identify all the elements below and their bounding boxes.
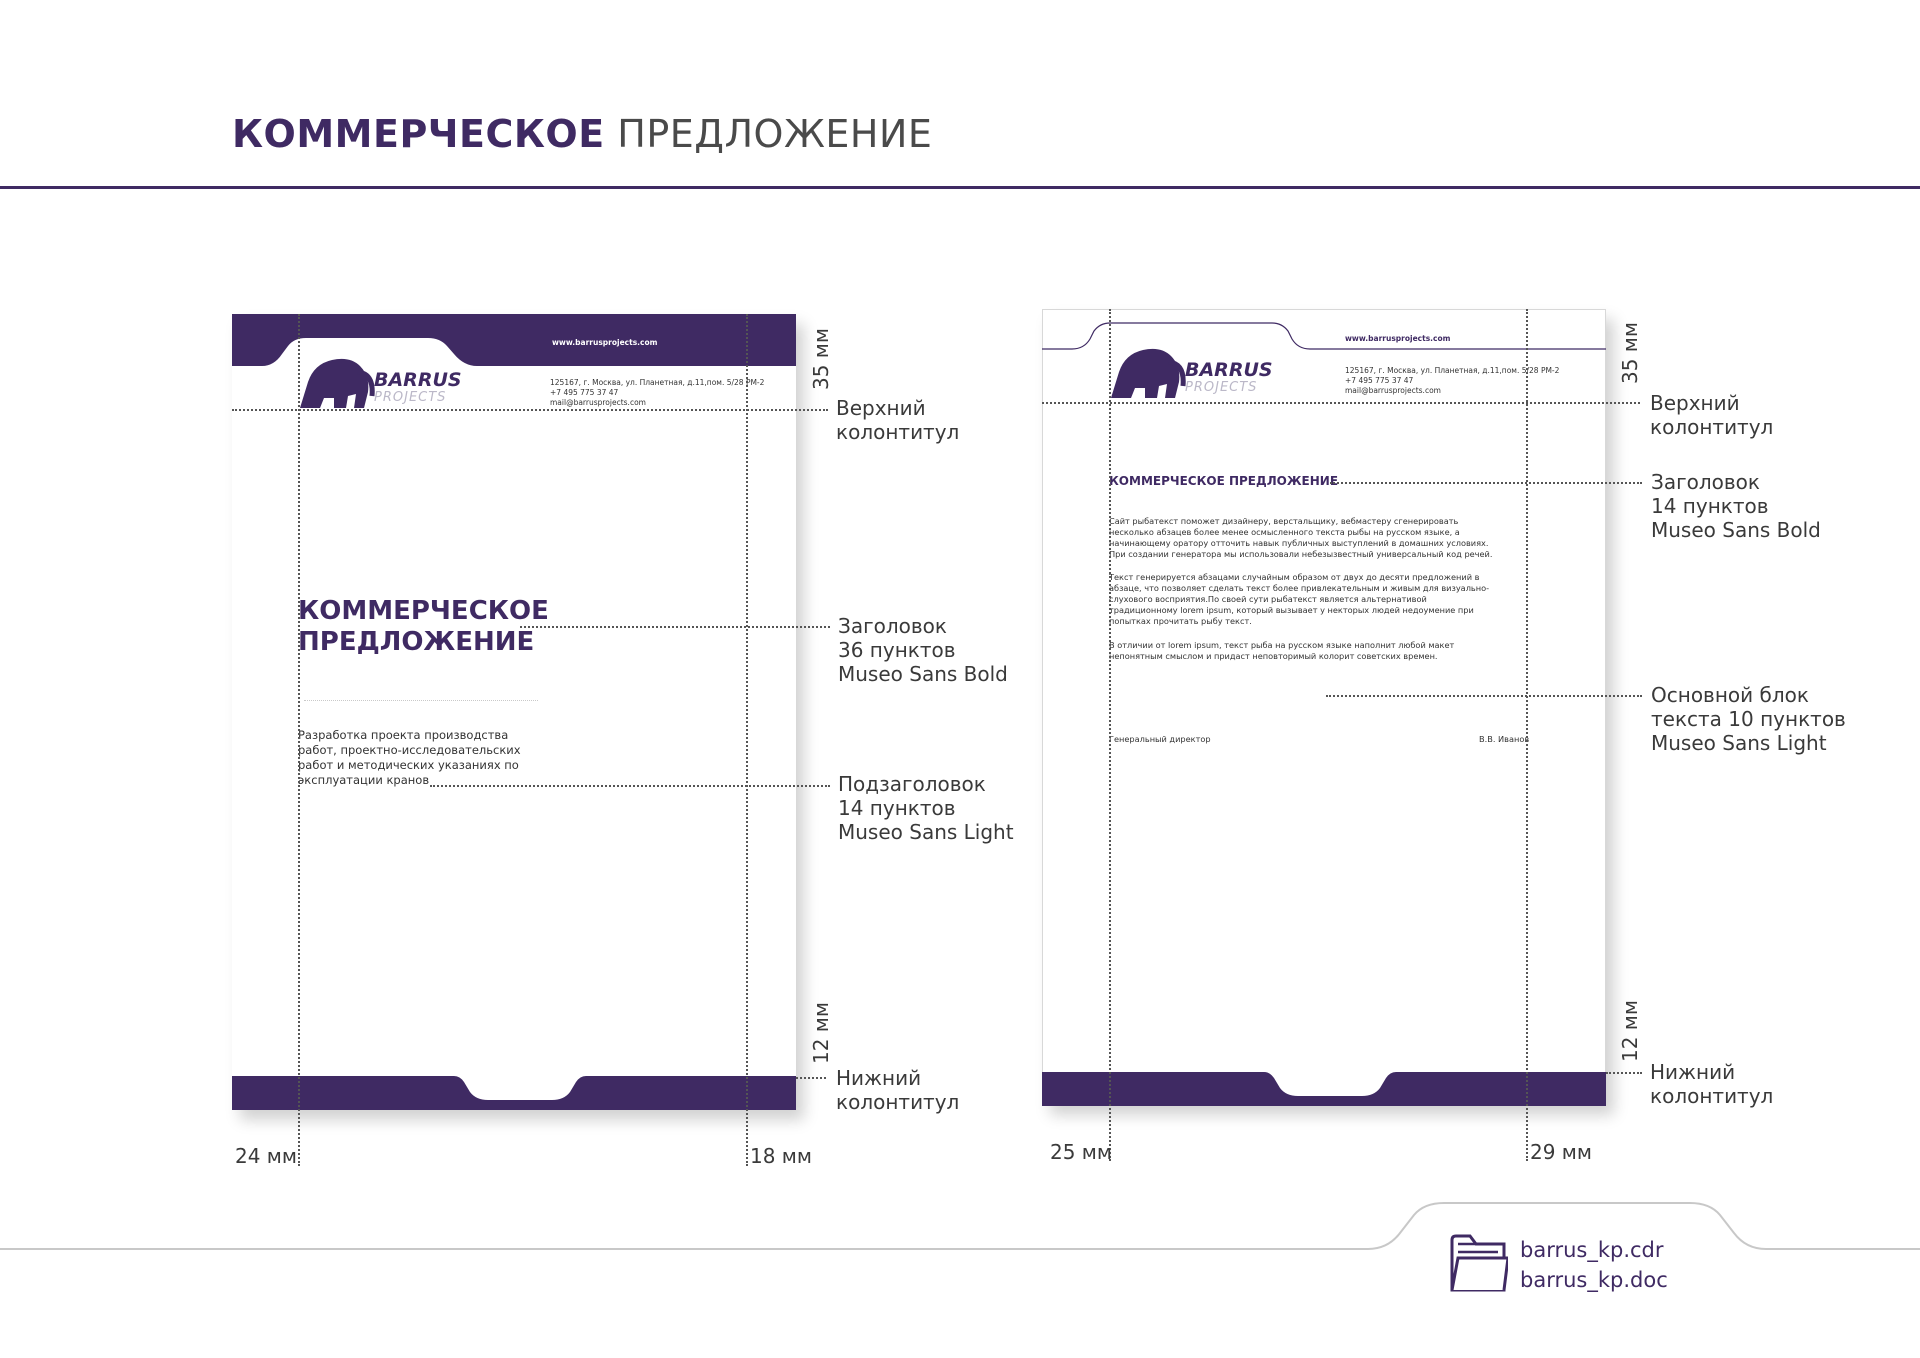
body-line: несколько абзацев более менее осмысленного текста рыбы на русском языке, а <box>1109 527 1460 537</box>
anno-left-title <box>838 614 1008 686</box>
body-line: Сайт рыбатекст поможет дизайнеру, верстальщику, вебмастеру сгенерировать <box>1109 516 1459 526</box>
title-separator <box>304 700 538 701</box>
anno-line: Нижний <box>1650 1060 1736 1084</box>
page-title-bold: КОММЕРЧЕСКОЕ <box>232 112 605 156</box>
header-guide <box>232 409 828 411</box>
anno-line: Заголовок <box>1651 470 1760 494</box>
anno-line: Museo Sans Bold <box>838 662 1008 686</box>
dim-right-left: 25 мм <box>1050 1140 1112 1164</box>
subtitle-line: работ и методических указаниях по <box>298 758 519 772</box>
body-paragraph-3 <box>1109 640 1454 662</box>
signer-name: В.В. Иванов <box>1479 734 1530 744</box>
site-url: www.barrusprojects.com <box>552 338 658 347</box>
anno-line: 36 пунктов <box>838 638 956 662</box>
title-guide <box>520 626 830 628</box>
anno-line: колонтитул <box>836 420 960 444</box>
cover-title-line2: ПРЕДЛОЖЕНИЕ <box>298 627 535 657</box>
letter-title: КОММЕРЧЕСКОЕ ПРЕДЛОЖЕНИЕ <box>1109 474 1339 488</box>
body-paragraph-2 <box>1109 572 1489 627</box>
anno-left-header <box>836 396 959 444</box>
anno-left-footer <box>836 1066 959 1114</box>
contact-block <box>550 378 764 408</box>
mammoth-icon <box>298 352 378 410</box>
anno-line: Нижний <box>836 1066 922 1090</box>
file-link-cdr[interactable]: barrus_kp.cdr <box>1520 1238 1664 1262</box>
cover-title <box>298 596 549 658</box>
title-guide <box>1330 482 1642 484</box>
site-url: www.barrusprojects.com <box>1345 334 1451 343</box>
right-margin-guide <box>1526 309 1528 1161</box>
dim-left-right: 18 мм <box>750 1144 812 1168</box>
barrus-logo <box>1109 342 1279 402</box>
signer-title: Генеральный директор <box>1109 734 1211 744</box>
logo-subtitle: PROJECTS <box>1185 380 1258 395</box>
email-line: mail@barrusprojects.com <box>550 398 646 407</box>
body-line: непонятным смыслом и придаст неповторимый колорит советских времен. <box>1109 651 1438 661</box>
body-line: При создании генератора мы использовали небезызвестный универсальный код речей. <box>1109 549 1493 559</box>
body-line: традиционному lorem ipsum, который вызывает у некторых людей недоумение при <box>1109 605 1474 615</box>
file-link-doc[interactable]: barrus_kp.doc <box>1520 1268 1668 1292</box>
anno-line: колонтитул <box>1650 415 1774 439</box>
barrus-logo <box>298 352 468 412</box>
anno-line: Верхний <box>836 396 926 420</box>
anno-right-title <box>1651 470 1821 542</box>
anno-line: Museo Sans Light <box>1651 731 1827 755</box>
folder-icon <box>1448 1232 1508 1294</box>
body-line: попытках прочитать рыбу текст. <box>1109 616 1252 626</box>
dim-left-bottom: 12 мм <box>809 1002 833 1064</box>
footer-guide <box>1606 1072 1642 1074</box>
logo-wordmark: BARRUS <box>1185 359 1273 381</box>
anno-line: Подзаголовок <box>838 772 986 796</box>
top-divider <box>0 186 1920 189</box>
dim-right-top: 35 мм <box>1618 322 1642 384</box>
anno-right-header <box>1650 391 1773 439</box>
logo-subtitle: PROJECTS <box>374 390 447 405</box>
subtitle-line: работ, проектно-исследовательских <box>298 743 521 757</box>
body-line: абзаце, что позволяет сделать текст более привлекательным и живым для визуально- <box>1109 583 1490 593</box>
anno-right-footer <box>1650 1060 1773 1108</box>
anno-line: колонтитул <box>1650 1084 1774 1108</box>
subtitle-line: Разработка проекта производства <box>298 728 509 742</box>
header-guide <box>1042 402 1640 404</box>
logo-wordmark: BARRUS <box>374 369 462 391</box>
anno-line: 14 пунктов <box>838 796 956 820</box>
letter-body-sheet <box>1042 309 1606 1105</box>
dim-left-left: 24 мм <box>235 1144 297 1168</box>
anno-line: Основной блок <box>1651 683 1809 707</box>
address-line: 125167, г. Москва, ул. Планетная, д.11,пом. 5/28 РМ-2 <box>1345 366 1560 375</box>
right-margin-guide <box>746 314 748 1166</box>
body-line: В отличии от lorem ipsum, текст рыба на русском языке наполнит любой макет <box>1109 640 1455 650</box>
letterhead-cover-sheet <box>232 314 796 1110</box>
anno-line: Заголовок <box>838 614 947 638</box>
body-paragraph-1 <box>1109 516 1492 560</box>
anno-line: Museo Sans Bold <box>1651 518 1821 542</box>
left-margin-guide <box>298 314 300 1166</box>
body-guide <box>1326 695 1642 697</box>
dim-left-top: 35 мм <box>809 328 833 390</box>
anno-line: текста 10 пунктов <box>1651 707 1846 731</box>
anno-line: Верхний <box>1650 391 1740 415</box>
body-line: слухового восприятия.По своей сути рыбатекст является альтернативой <box>1109 594 1427 604</box>
phone-line: +7 495 775 37 47 <box>550 388 619 397</box>
anno-left-subtitle <box>838 772 1014 844</box>
footer-band <box>1042 1072 1606 1106</box>
address-line: 125167, г. Москва, ул. Планетная, д.11,пом. 5/28 РМ-2 <box>550 378 765 387</box>
mammoth-icon <box>1109 342 1189 400</box>
body-line: начинающему оратору отточить навык публичных выступлений в домашних условиях. <box>1109 538 1489 548</box>
subtitle-line: эксплуатации кранов <box>298 773 430 787</box>
body-line: Текст генерируется абзацами случайным образом от двух до десяти предложений в <box>1109 572 1480 582</box>
email-line: mail@barrusprojects.com <box>1345 386 1441 395</box>
page-title <box>232 112 932 156</box>
anno-line: Museo Sans Light <box>838 820 1014 844</box>
anno-line: колонтитул <box>836 1090 960 1114</box>
subtitle-guide <box>430 785 830 787</box>
anno-line: 14 пунктов <box>1651 494 1769 518</box>
phone-line: +7 495 775 37 47 <box>1345 376 1414 385</box>
cover-title-line1: КОММЕРЧЕСКОЕ <box>298 596 549 626</box>
left-margin-guide <box>1109 309 1111 1161</box>
footer-guide <box>796 1077 826 1079</box>
dim-right-right: 29 мм <box>1530 1140 1592 1164</box>
dim-right-bottom: 12 мм <box>1618 1000 1642 1062</box>
anno-right-body <box>1651 683 1846 755</box>
cover-subtitle <box>298 728 521 788</box>
footer-band <box>232 1076 796 1110</box>
page-title-light: ПРЕДЛОЖЕНИЕ <box>617 112 933 156</box>
